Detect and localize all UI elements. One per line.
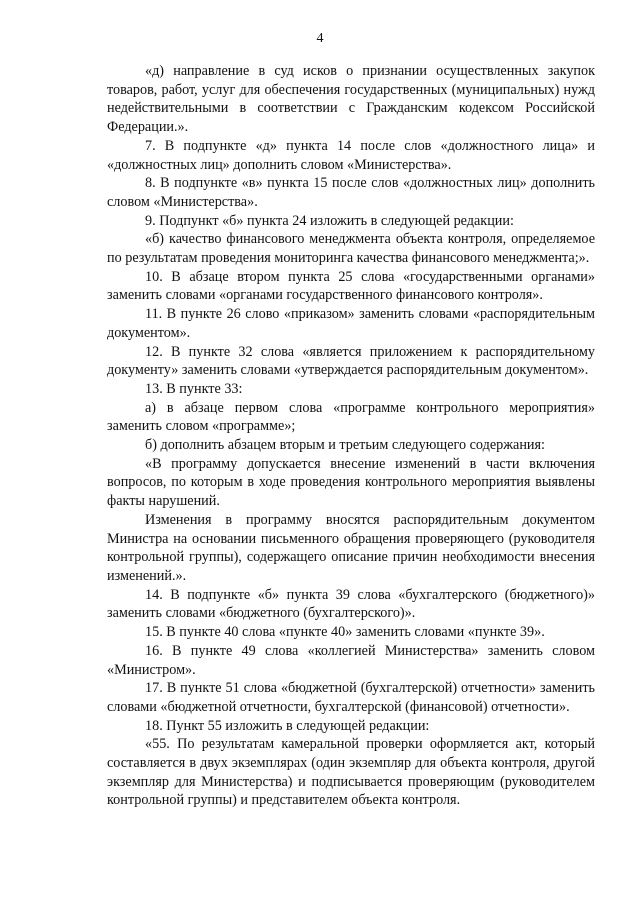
paragraph-item-8: 8. В подпункте «в» пункта 15 после слов «должностных лиц» дополнить словом «Министерства».: [107, 175, 595, 210]
document-body: [107, 62, 595, 810]
paragraph-item-14: 14. В подпункте «б» пункта 39 слова «бухгалтерского (бюджетного)» заменить словами «бюджетного (бухгалтерского)».: [107, 586, 595, 622]
paragraph-item-18: 18. Пункт 55 изложить в следующей редакции:: [145, 717, 430, 734]
paragraph-item-18-text: «55. По результатам камеральной проверки оформляется акт, который составляется в двух экземплярах (один экземпляр для объекта контроля, другой экземпляр для Министерства) и подписывается проверяющим (руководителем контрольной группы) и представителем объекта контроля.: [107, 736, 595, 809]
paragraph-d-item-text: «д) направление в суд исков о признании осуществленных закупок товаров, работ, услуг для обеспечения государственных (муниципальных) нужд недействительными в соответствии с Гражданским кодексом Российской Федерации.».: [107, 63, 595, 136]
paragraph-item-11: 11. В пункте 26 слово «приказом» заменить словами «распорядительным документом».: [107, 306, 595, 341]
paragraph-item-13-b-text-1: «В программу допускается внесение изменений в части включения вопросов, по которым в ходе проведения контрольного мероприятия выявлены факты нарушений.: [107, 455, 595, 510]
paragraph-item-13-b-text-2: Изменения в программу вносятся распорядительным документом Министра на основании письменного обращения проверяющего (руководителя контрольной группы), содержащего описание причин необходимости внесения изменений.».: [107, 511, 595, 584]
page-number: 4: [316, 31, 324, 46]
paragraph-item-10: 10. В абзаце втором пункта 25 слова «государственными органами» заменить словами «органами государственного финансового контроля».: [107, 268, 595, 304]
paragraph-item-16: 16. В пункте 49 слова «коллегией Министерства» заменить словом «Министром».: [107, 642, 595, 678]
paragraph-item-13-b: б) дополнить абзацем вторым и третьим следующего содержания:: [145, 437, 545, 454]
paragraph-item-17: 17. В пункте 51 слова «бюджетной (бухгалтерской) отчетности» заменить словами «бюджетной отчетности, бухгалтерской (финансовой) отчетности».: [107, 680, 595, 715]
paragraph-item-9-b-text: «б) качество финансового менеджмента объекта контроля, определяемое по результатам проведения мониторинга качества финансового менеджмента;».: [107, 231, 595, 267]
paragraph-item-12: 12. В пункте 32 слова «является приложением к распорядительному документу» заменить словами «утверждается распорядительным документом».: [107, 343, 595, 379]
paragraph-item-15: 15. В пункте 40 слова «пункте 40» заменить словами «пункте 39».: [145, 624, 545, 641]
paragraph-item-7: 7. В подпункте «д» пункта 14 после слов «должностного лица» и «должностных лиц» дополнить словом «Министерства».: [107, 137, 595, 173]
paragraph-item-9: 9. Подпункт «б» пункта 24 изложить в следующей редакции:: [145, 212, 514, 229]
paragraph-item-13-a: а) в абзаце первом слова «программе контрольного мероприятия» заменить словом «программе»;: [107, 399, 595, 435]
paragraph-item-13: 13. В пункте 33:: [145, 380, 243, 397]
